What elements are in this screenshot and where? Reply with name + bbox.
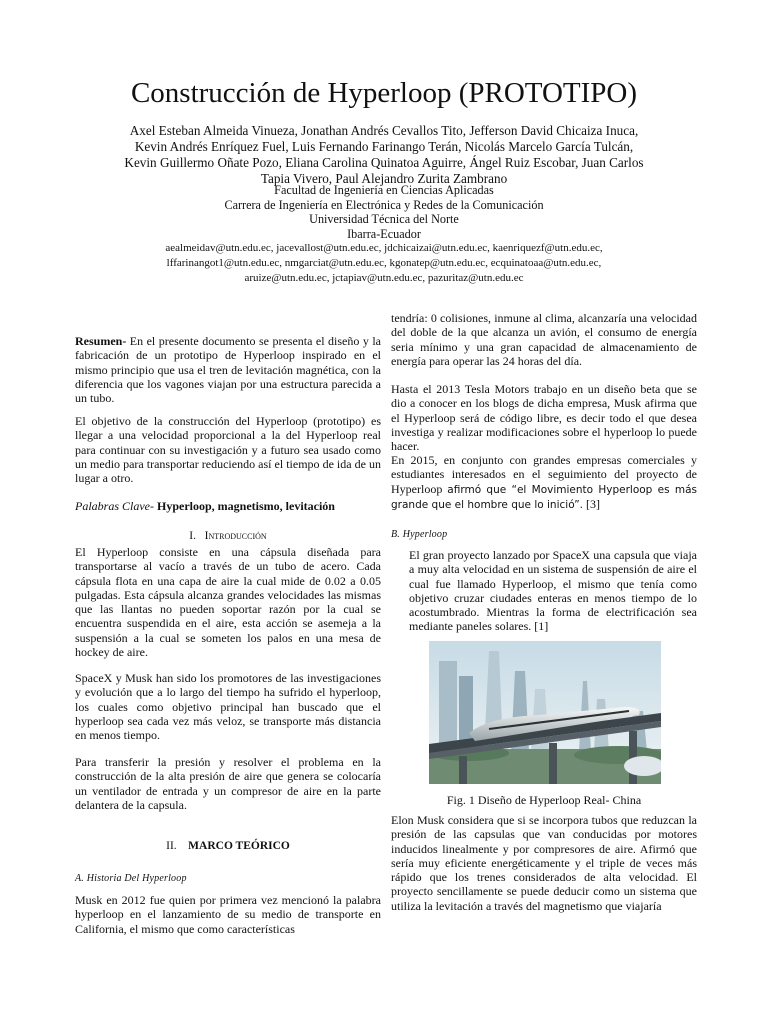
email-line: aealmeidav@utn.edu.ec, jacevallost@utn.edu.ec, jdchicaizai@utn.edu.ec, kaenriquezf@utn.edu.ec, bbox=[165, 242, 603, 255]
abstract-text: En el presente documento se presenta el diseño y la fabricación de un prototipo de Hyperloop inspirado en el mismo principio que usa el tren de levitación magnética, con la diferencia que los vagones viajan por una estructura parecida a un tubo. bbox=[75, 334, 381, 406]
section-title: MARCO TEÓRICO bbox=[188, 840, 290, 852]
hyperloop-figure-image bbox=[429, 641, 661, 784]
section-number: I. bbox=[189, 530, 197, 542]
author-line: Axel Esteban Almeida Vinueza, Jonathan Andrés Cevallos Tito, Jefferson David Chicaiza Inuca, bbox=[129, 123, 639, 138]
elon-musk-paragraph: Elon Musk considera que si se incorpora tubos que reduzcan la presión de las capsulas que van conducidas por motores inducidos linealmente y por compresores de aire. Afirmó que sería muy eficiente energéticamente y el triple de veces más rápido que los trenes considerados de alta velocidad. El proyecto sencillamente se puede deducir como un sistema que utiliza la levitación a través del magnetismo que viajaría bbox=[391, 813, 697, 913]
affiliation-block bbox=[60, 183, 708, 285]
intro-paragraph-2: SpaceX y Musk han sido los promotores de las investigaciones y evolución que a lo largo del tiempo ha sufrido el hyperloop, los cuales como objetivo principal han buscado que el hyperloop sea cada vez más veloz, se transporte más distancia en menos tiempo. bbox=[75, 671, 381, 743]
year-2015-paragraph bbox=[391, 453, 697, 512]
reference-3: [3] bbox=[583, 496, 601, 511]
section-title: Introducción bbox=[204, 530, 267, 542]
tesla-paragraph: Hasta el 2013 Tesla Motors trabajo en un diseño beta que se dio a conocer en los blogs de dicha empresa, Musk afirma que el Hyperloop será de código libre, es decir todo el que desea investiga y realizar modificaciones sobre el hyperloop lo puede hacer. bbox=[391, 382, 697, 454]
career: Carrera de Ingeniería en Electrónica y Redes de la Comunicación bbox=[224, 197, 544, 212]
email-line: aruize@utn.edu.ec, jctapiav@utn.edu.ec, pazuritaz@utn.edu.ec bbox=[244, 271, 524, 284]
intro-paragraph-3: Para transferir la presión y resolver el problema en la construcción de la alta presión de aire que genera se colocaría un ventilador de entrada y un compresor de aire en la parte delantera de la capsula. bbox=[75, 755, 381, 812]
keywords-text: Hyperloop, magnetismo, levitación bbox=[154, 499, 335, 513]
intro-paragraph-1: El Hyperloop consiste en una cápsula diseñada para transportarse al vacío a través de un tubo de acero. Cada cápsula flota en una capa de aire la cual mide de 0.02 a 0.05 pulgadas. Esta cápsula alcanza grandes velocidades las mismas que las llantas no pueden soportar razón por la cual se encuentra suspendida en el aire, esta acción se asemeja a la suspensión a la cual se someten los palos en una mesa de hockey de aire. bbox=[75, 545, 381, 660]
author-list bbox=[60, 123, 708, 187]
year-2015-text: En 2015, en conjunto con grandes empresas comerciales y estudiantes interesados en el seguimiento del proyecto de Hyperloop bbox=[391, 453, 697, 496]
faculty: Facultad de Ingeniería en Ciencias Aplicadas bbox=[274, 183, 494, 197]
musk-quote: afirmó que “el Movimiento Hyperloop es más grande que el hombre que lo inició”. bbox=[391, 483, 697, 511]
section-heading-introduccion bbox=[75, 529, 381, 543]
history-paragraph: Musk en 2012 fue quien por primera vez mencionó la palabra hyperloop en el lanzamiento de su medio de transporte en California, el mismo que como características bbox=[75, 893, 381, 936]
hyperloop-illustration bbox=[429, 641, 661, 784]
author-line: Kevin Andrés Enríquez Fuel, Luis Fernando Farinango Terán, Nicolás Marcelo García Tulcán, bbox=[134, 139, 634, 154]
university: Universidad Técnica del Norte bbox=[309, 212, 459, 227]
city: Ibarra-Ecuador bbox=[347, 226, 421, 241]
figure-caption: Fig. 1 Diseño de Hyperloop Real- China bbox=[446, 793, 642, 807]
paper-title: Construcción de Hyperloop (PROTOTIPO) bbox=[130, 77, 638, 109]
email-line: lffarinangot1@utn.edu.ec, nmgarciat@utn.edu.ec, kgonatep@utn.edu.ec, ecquinatoaa@utn.edu.ec, bbox=[166, 256, 602, 269]
subsection-heading-hyperloop: B. Hyperloop bbox=[391, 529, 448, 540]
abstract-paragraph bbox=[75, 334, 381, 405]
continuation-paragraph: tendría: 0 colisiones, inmune al clima, alcanzaría una velocidad del doble de la que alcanza un avión, el consumo de energía seria mínimo y una gran capacidad de almacenamiento de energía para operar las 24 horas del día. bbox=[391, 311, 697, 368]
author-line: Tapia Vivero, Paul Alejandro Zurita Zambrano bbox=[260, 171, 508, 186]
hyperloop-paragraph: El gran proyecto lanzado por SpaceX una capsula que viaja a muy alta velocidad en un sistema de suspensión de aire el cual fue llamado Hyperloop, el mismo que tenía como objetivo cruzar ciudades enteras en menos tiempo de lo acostumbrado. Mientras la forma de electrificación sea mediante paneles solares. [1] bbox=[409, 548, 697, 634]
subsection-heading-historia: A. Historia Del Hyperloop bbox=[75, 873, 187, 884]
abstract-label: Resumen- bbox=[75, 334, 127, 348]
section-heading-marco-teorico bbox=[75, 839, 381, 853]
objective-paragraph: El objetivo de la construcción del Hyperloop (prototipo) es llegar a una velocidad proporcional a la del Hyperloop real para continuar con su investigación y a futuro sea usado como un medio para transportar reduciendo así el tiempo de ida de un lugar a otro. bbox=[75, 414, 381, 486]
section-number: II. bbox=[166, 840, 177, 852]
keywords-label: Palabras Clave- bbox=[75, 499, 154, 513]
keywords-paragraph bbox=[75, 499, 381, 513]
author-line: Kevin Guillermo Oñate Pozo, Eliana Carolina Quinatoa Aguirre, Ángel Ruiz Escobar, Juan Carlos bbox=[124, 155, 644, 170]
